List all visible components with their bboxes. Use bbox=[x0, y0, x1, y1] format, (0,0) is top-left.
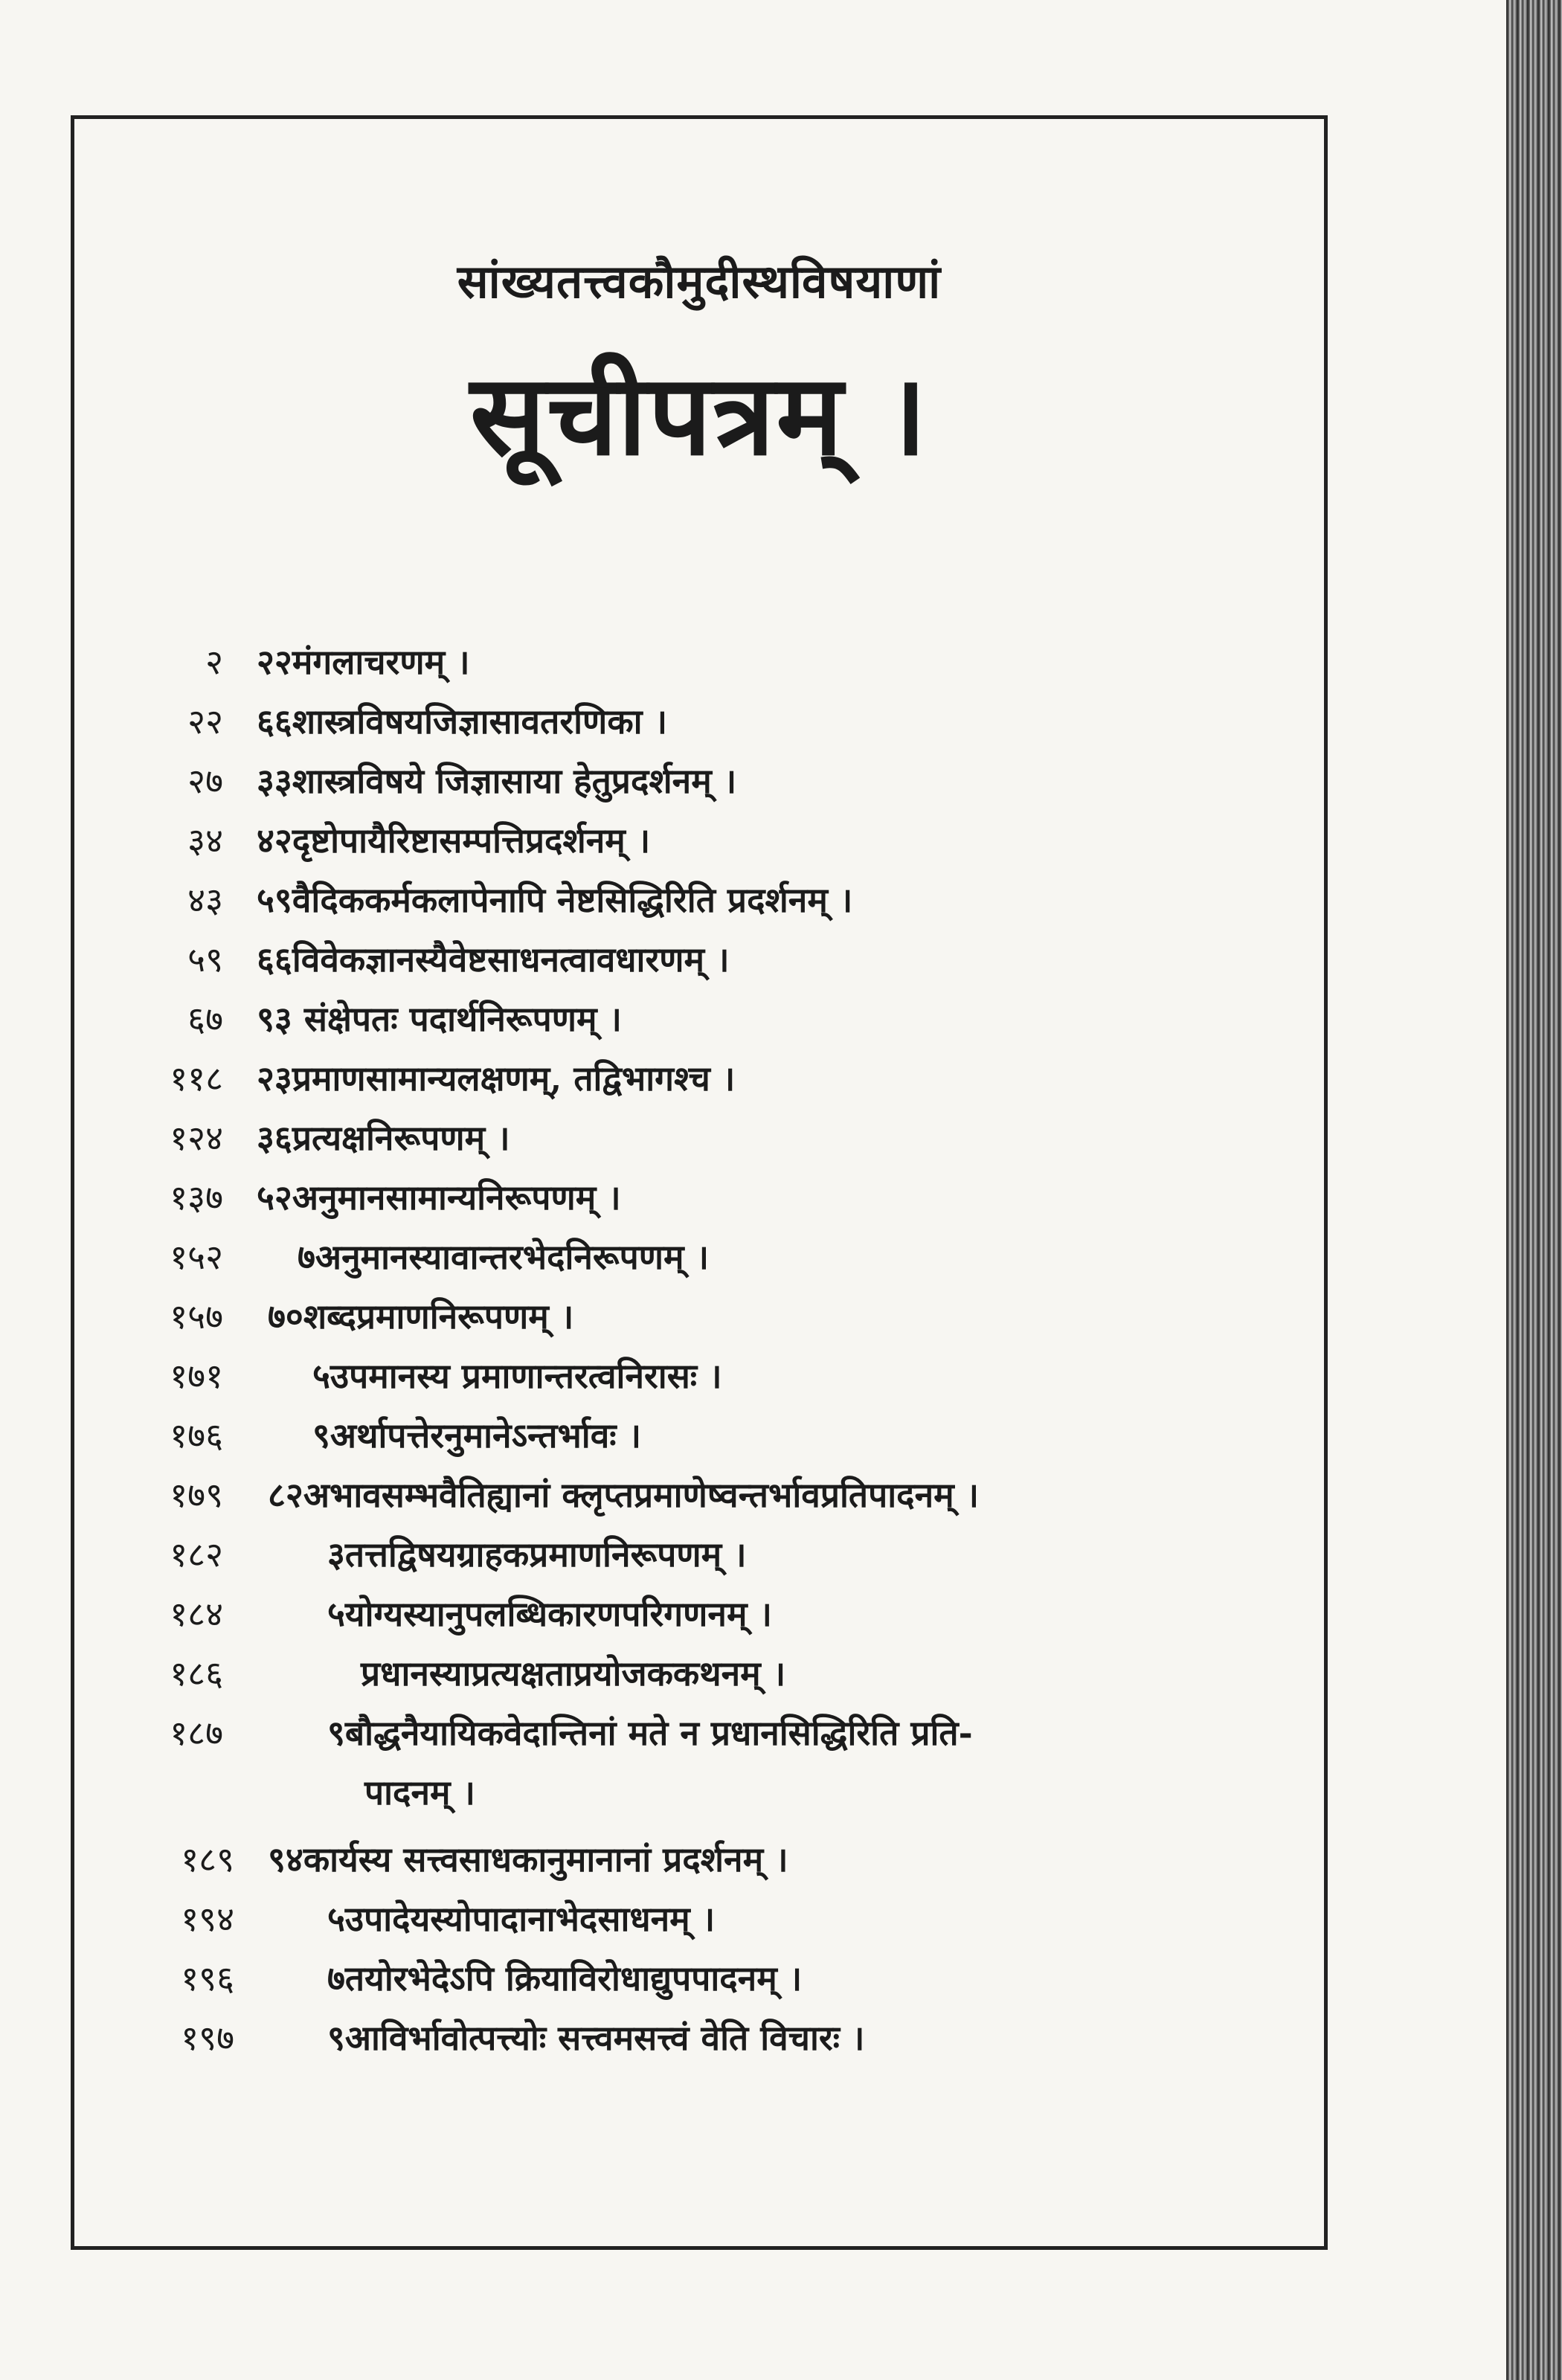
entry-page-number: ३४ bbox=[187, 820, 223, 861]
entry-page-number: १३७ bbox=[170, 1177, 223, 1218]
scanned-page-edge bbox=[1506, 0, 1562, 2380]
entry-text: ७अनुमानस्यावान्तरभेदनिरूपणम् । bbox=[298, 1237, 710, 1277]
contents-entry bbox=[74, 930, 1324, 989]
contents-entry bbox=[74, 1889, 1324, 1949]
contents-entry bbox=[74, 1830, 1324, 1889]
entry-text: ५उपमानस्य प्रमाणान्तरत्वनिरासः । bbox=[312, 1356, 722, 1396]
entry-page-number: २७ bbox=[187, 761, 223, 801]
entry-page-number: १५७ bbox=[170, 1296, 223, 1337]
entry-text: ७०शब्दप्रमाणनिरूपणम् । bbox=[268, 1296, 574, 1337]
entry-text: ३३शास्त्रविषये जिज्ञासाया हेतुप्रदर्शनम् । bbox=[257, 761, 737, 801]
entry-page-number: १७९ bbox=[170, 1475, 223, 1515]
entry-text: ९३ संक्षेपतः पदार्थनिरूपणम् । bbox=[257, 999, 622, 1039]
page-heading: सांख्यतत्त्वकौमुदीस्थविषयाणां bbox=[457, 254, 942, 309]
contents-list bbox=[74, 119, 1324, 2246]
page-title: सूचीपत्रम् । bbox=[469, 350, 929, 480]
contents-entry bbox=[74, 1287, 1324, 1346]
entry-text: २२मंगलाचरणम् । bbox=[257, 642, 470, 682]
entry-page-number: ११८ bbox=[170, 1058, 223, 1099]
contents-entry bbox=[74, 1703, 1324, 1763]
entry-text: ३तत्तद्विषयग्राहकप्रमाणनिरूपणम् । bbox=[327, 1534, 747, 1575]
contents-entry bbox=[74, 870, 1324, 930]
entry-text-continuation: पादनम् । bbox=[364, 1772, 475, 1813]
entry-text: ६६विवेकज्ञानस्यैवेष्टसाधनत्वावधारणम् । bbox=[257, 939, 730, 980]
contents-entry bbox=[74, 1465, 1324, 1525]
entry-page-number: १८४ bbox=[170, 1594, 223, 1634]
entry-page-number: ५९ bbox=[187, 939, 223, 980]
contents-entry bbox=[74, 989, 1324, 1049]
entry-page-number: १८९ bbox=[181, 1839, 234, 1879]
entry-page-number: ६७ bbox=[187, 999, 223, 1039]
contents-entry bbox=[74, 811, 1324, 870]
entry-text: प्रधानस्याप्रत्यक्षताप्रयोजककथनम् । bbox=[361, 1653, 786, 1694]
contents-entry-continuation bbox=[74, 1763, 1324, 1822]
contents-entry bbox=[74, 1108, 1324, 1168]
entry-text: ७तयोरभेदेऽपि क्रियाविरोधाद्युपपादनम् । bbox=[327, 1958, 803, 1998]
entry-page-number: १९७ bbox=[181, 2018, 234, 2058]
contents-entry bbox=[74, 751, 1324, 811]
entry-text: ५योग्यस्यानुपलब्धिकारणपरिगणनम् । bbox=[327, 1594, 772, 1634]
contents-entry bbox=[74, 1525, 1324, 1584]
contents-entry bbox=[74, 1346, 1324, 1406]
entry-text: ८२अभावसम्भवैतिह्यानां क्लृप्तप्रमाणेष्वन्तर्भावप्रतिपादनम् । bbox=[268, 1475, 980, 1515]
entry-page-number: १७१ bbox=[170, 1356, 223, 1396]
entry-page-number: १९६ bbox=[181, 1958, 234, 1998]
contents-entry bbox=[74, 1168, 1324, 1227]
entry-text: ३६प्रत्यक्षनिरूपणम् । bbox=[257, 1118, 510, 1158]
contents-entry bbox=[74, 1227, 1324, 1287]
entry-page-number: १५२ bbox=[170, 1237, 223, 1277]
entry-page-number: २२ bbox=[187, 701, 223, 742]
entry-page-number: १२४ bbox=[170, 1118, 223, 1158]
entry-text: ९अर्थापत्तेरनुमानेऽन्तर्भावः । bbox=[312, 1415, 642, 1456]
contents-entry bbox=[74, 1584, 1324, 1644]
entry-page-number: ४३ bbox=[187, 880, 223, 920]
page-border-frame bbox=[71, 115, 1328, 2250]
contents-entry bbox=[74, 1406, 1324, 1465]
entry-text: ९बौद्धनैयायिकवेदान्तिनां मते न प्रधानसिद्धिरिति प्रति- bbox=[327, 1713, 973, 1753]
entry-page-number: १८६ bbox=[170, 1653, 223, 1694]
entry-text: ५उपादेयस्योपादानाभेदसाधनम् । bbox=[327, 1899, 716, 1939]
entry-text: ९४कार्यस्य सत्त्वसाधकानुमानानां प्रदर्शनम् । bbox=[268, 1839, 788, 1879]
entry-text: २३प्रमाणसामान्यलक्षणम्, तद्विभागश्च । bbox=[257, 1058, 736, 1099]
contents-entry bbox=[74, 2008, 1324, 2068]
contents-entry bbox=[74, 1644, 1324, 1703]
entry-page-number: १९४ bbox=[181, 1899, 234, 1939]
entry-text: ६६शास्त्रविषयजिज्ञासावतरणिका । bbox=[257, 701, 668, 742]
contents-entry bbox=[74, 632, 1324, 692]
contents-entry bbox=[74, 1949, 1324, 2008]
entry-page-number: २ bbox=[205, 642, 223, 682]
entry-text: ५२अनुमानसामान्यनिरूपणम् । bbox=[257, 1177, 621, 1218]
entry-page-number: १८७ bbox=[170, 1713, 223, 1753]
contents-entry bbox=[74, 692, 1324, 751]
entry-text: ५९वैदिककर्मकलापेनापि नेष्टसिद्धिरिति प्रदर्शनम् । bbox=[257, 880, 853, 920]
entry-text: ९आविर्भावोत्पत्त्योः सत्त्वमसत्त्वं वेति विचारः । bbox=[327, 2018, 865, 2058]
entry-page-number: १८२ bbox=[170, 1534, 223, 1575]
entry-page-number: १७६ bbox=[170, 1415, 223, 1456]
entry-text: ४२दृष्टोपायैरिष्टासम्पत्तिप्रदर्शनम् । bbox=[257, 820, 651, 861]
contents-entry bbox=[74, 1049, 1324, 1108]
